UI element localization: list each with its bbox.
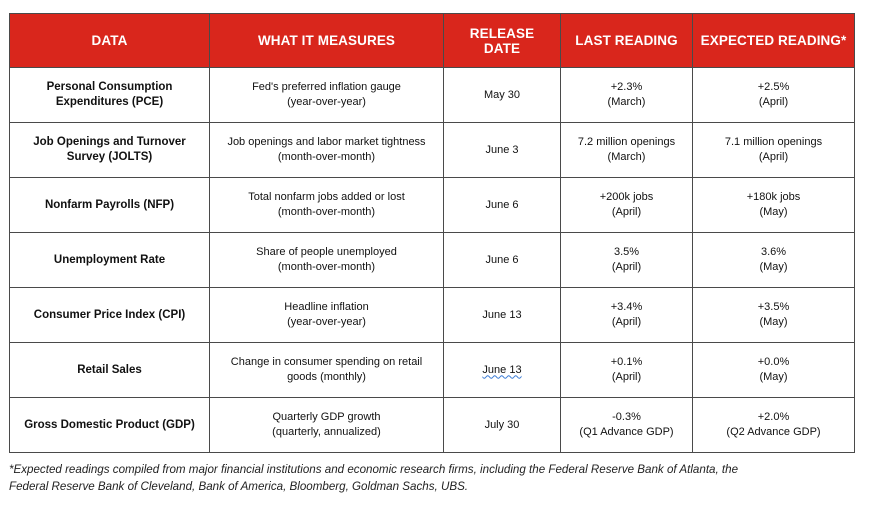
expected-reading-cell [693, 178, 855, 233]
last-reading-value: +200k jobs [599, 191, 654, 203]
data-name-line1: Nonfarm Payrolls (NFP) [44, 198, 175, 211]
measures-line1: Headline inflation [284, 301, 369, 313]
last-reading-value: +0.1% [610, 356, 643, 368]
measures-cell [210, 398, 444, 453]
data-name-cell [10, 123, 210, 178]
header-data: DATA [10, 14, 210, 68]
measures-line2: goods (monthly) [287, 371, 366, 383]
table-row [10, 178, 855, 233]
table-row [10, 68, 855, 123]
last-reading-cell [561, 233, 693, 288]
measures-line2: (month-over-month) [277, 261, 376, 273]
release-date-cell [444, 343, 561, 398]
measures-line2: (year-over-year) [287, 316, 366, 328]
table-row [10, 398, 855, 453]
measures-line2: (month-over-month) [277, 206, 376, 218]
data-name-cell [10, 178, 210, 233]
expected-reading-value: +2.0% [757, 411, 790, 423]
last-reading-period: (April) [611, 371, 642, 383]
last-reading-value: 7.2 million openings [577, 136, 676, 148]
measures-line2: (month-over-month) [277, 151, 376, 163]
table-body [10, 68, 855, 453]
expected-reading-cell [693, 398, 855, 453]
data-name-cell [10, 398, 210, 453]
release-date-cell: June 13 [444, 288, 561, 343]
table-row [10, 288, 855, 343]
last-reading-period: (April) [611, 206, 642, 218]
release-date-cell: July 30 [444, 398, 561, 453]
economic-data-table [9, 13, 855, 453]
data-name-line1: Retail Sales [77, 363, 142, 376]
table-header [10, 14, 855, 68]
expected-reading-period: (May) [759, 316, 788, 328]
expected-reading-cell [693, 68, 855, 123]
last-reading-cell [561, 288, 693, 343]
measures-line1: Total nonfarm jobs added or lost [248, 191, 405, 203]
expected-reading-value: 7.1 million openings [724, 136, 823, 148]
last-reading-value: -0.3% [612, 411, 641, 423]
data-name-line2: Expenditures (PCE) [55, 96, 164, 108]
expected-reading-period: (April) [758, 96, 789, 108]
last-reading-period: (April) [611, 316, 642, 328]
release-date-cell: May 30 [444, 68, 561, 123]
last-reading-period: (Q1 Advance GDP) [579, 426, 674, 438]
measures-line1: Quarterly GDP growth [272, 411, 381, 423]
expected-reading-value: +2.5% [757, 81, 790, 93]
economic-data-table-container [9, 13, 854, 453]
measures-cell [210, 343, 444, 398]
data-name-line1: Personal Consumption [46, 81, 173, 93]
last-reading-cell [561, 343, 693, 398]
expected-reading-period: (May) [759, 206, 788, 218]
expected-reading-period: (April) [758, 151, 789, 163]
footnote [9, 461, 859, 495]
last-reading-period: (March) [607, 96, 646, 108]
release-date-cell: June 6 [444, 233, 561, 288]
release-date-cell: June 3 [444, 123, 561, 178]
expected-reading-value: +180k jobs [746, 191, 801, 203]
expected-reading-cell [693, 288, 855, 343]
measures-line2: (year-over-year) [287, 96, 366, 108]
data-name-line1: Unemployment Rate [53, 253, 166, 266]
measures-line2: (quarterly, annualized) [272, 426, 381, 438]
data-name-cell [10, 288, 210, 343]
last-reading-value: +3.4% [610, 301, 643, 313]
data-name-line1: Consumer Price Index (CPI) [33, 308, 186, 321]
expected-reading-period: (Q2 Advance GDP) [726, 426, 821, 438]
footnote-line2: Federal Reserve Bank of Cleveland, Bank of America, Bloomberg, Goldman Sachs, UBS. [9, 480, 469, 493]
measures-line1: Job openings and labor market tightness [227, 136, 426, 148]
last-reading-cell [561, 123, 693, 178]
table-row [10, 233, 855, 288]
table-row [10, 343, 855, 398]
data-name-line2: Survey (JOLTS) [66, 151, 153, 163]
expected-reading-cell [693, 233, 855, 288]
measures-cell [210, 288, 444, 343]
data-name-cell [10, 343, 210, 398]
last-reading-cell [561, 398, 693, 453]
data-name-cell [10, 233, 210, 288]
header-row [10, 14, 855, 68]
last-reading-period: (April) [611, 261, 642, 273]
data-name-line1: Gross Domestic Product (GDP) [24, 418, 195, 431]
release-date-cell: June 6 [444, 178, 561, 233]
release-date-text: June 13 [482, 363, 522, 376]
last-reading-period: (March) [607, 151, 646, 163]
header-expected-reading: EXPECTED READING* [693, 14, 855, 68]
last-reading-value: +2.3% [610, 81, 643, 93]
last-reading-cell [561, 178, 693, 233]
header-release-date: RELEASE DATE [444, 14, 561, 68]
expected-reading-value: +0.0% [757, 356, 790, 368]
data-name-line1: Job Openings and Turnover [33, 136, 186, 148]
expected-reading-value: 3.6% [760, 246, 787, 258]
expected-reading-cell [693, 123, 855, 178]
expected-reading-period: (May) [759, 371, 788, 383]
expected-reading-value: +3.5% [757, 301, 790, 313]
header-last-reading: LAST READING [561, 14, 693, 68]
footnote-line1: *Expected readings compiled from major financial institutions and economic research firms, including the Federal Reserve Bank of Atlanta, the [9, 463, 739, 476]
measures-line1: Fed's preferred inflation gauge [252, 81, 401, 93]
measures-cell [210, 68, 444, 123]
header-what-it-measures: WHAT IT MEASURES [210, 14, 444, 68]
expected-reading-period: (May) [759, 261, 788, 273]
last-reading-cell [561, 68, 693, 123]
measures-line1: Change in consumer spending on retail [230, 356, 423, 368]
measures-cell [210, 233, 444, 288]
expected-reading-cell [693, 343, 855, 398]
table-row [10, 123, 855, 178]
data-name-cell [10, 68, 210, 123]
measures-cell [210, 123, 444, 178]
last-reading-value: 3.5% [613, 246, 640, 258]
measures-line1: Share of people unemployed [256, 246, 397, 258]
measures-cell [210, 178, 444, 233]
